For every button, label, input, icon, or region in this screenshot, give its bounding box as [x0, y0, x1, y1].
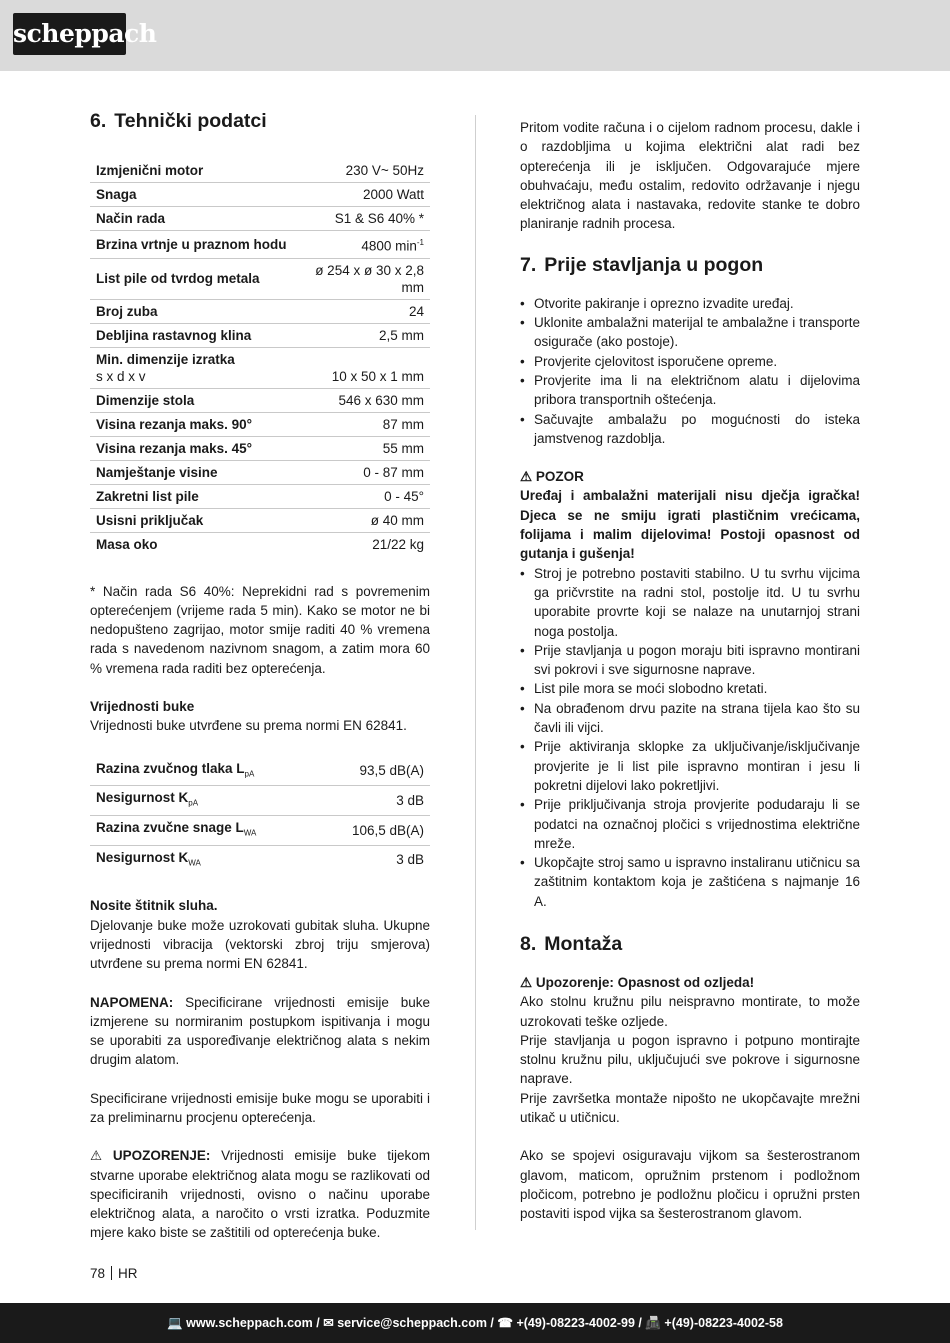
spec-row [90, 460, 430, 484]
note-paragraph [90, 993, 430, 1070]
spec-label: List pile od tvrdog metala [90, 258, 294, 299]
spec-label: Dimenzije stola [90, 388, 294, 412]
list-item: • Provjerite cjelovitost isporučene opreme. [520, 352, 860, 371]
noise-label-sub: pA [188, 798, 199, 808]
spec-label: Visina rezanja maks. 90° [90, 412, 294, 436]
warning-triangle-icon: ⚠ [90, 1148, 103, 1164]
section-title: Montaža [544, 932, 623, 955]
caution-label: POZOR [535, 469, 584, 485]
header-bar [0, 0, 950, 71]
mounting-p2: Prije stavljanja u pogon ispravno i potpuno montirajte stolnu kružnu pilu, uključujući sve pokrove i sigurnosne naprave. [520, 1032, 860, 1087]
noise-label-text: Razina zvučnog tlaka L [96, 760, 245, 776]
caution-heading [520, 467, 860, 486]
spec-row [90, 159, 430, 183]
spec-value [294, 460, 430, 484]
noise-intro: Vrijednosti buke utvrđene su prema normi EN 62841. [90, 718, 407, 734]
section-number: 7. [520, 253, 537, 276]
fax-number: +(49)-08223-4002-58 [664, 1316, 783, 1330]
phone-number: +(49)-08223-4002-99 [516, 1316, 635, 1330]
footnote: * Način rada S6 40%: Neprekidni rad s povremenim opterećenjem (vrijeme rada 5 min). Kako se motor ne bi nedopušteno zagrijao, motor smije raditi 40 % vremena rada s navedenom nazivnom snagom, a zatim mora 60 % vremena rada raditi bez opterećenja. [90, 583, 430, 676]
spec-value-text: 0 - 87 mm [363, 464, 424, 480]
spec-value-text: 0 - 45° [384, 488, 424, 504]
spec-value-text: 87 mm [382, 416, 424, 432]
contact-bar: 💻 www.scheppach.com / ✉ service@scheppach.com / ☎ +(49)-08223-4002-99 / 📠 +(49)-08223-4002-58 [0, 1303, 950, 1343]
spec-label-line1: Min. dimenzije izratka [96, 351, 235, 367]
section-number: 6. [90, 110, 107, 132]
spec-value [294, 436, 430, 460]
noise-row [90, 757, 430, 786]
page-number: 78 [90, 1266, 106, 1281]
note-text: Specificirane vrijednosti emisije buke izmjerene su normiranim postupkom ispitivanja i mogu se uporabiti za uspoređivanje električnog alata s nekim drugim alatom. [90, 994, 430, 1068]
list-item: • Prije stavljanja u pogon moraju biti ispravno montirani svi pokrovi i sve sigurnosne naprave. [520, 641, 860, 680]
note-label: NAPOMENA: [90, 994, 174, 1010]
computer-icon: 💻 [167, 1316, 183, 1330]
fax-icon: 📠 [645, 1316, 661, 1330]
hearing-text: Djelovanje buke može uzrokovati gubitak sluha. Ukupne vrijednosti vibracija (vektorski zbroj triju smjerova) utvrđene su prema normi EN 62841. [90, 917, 430, 972]
warning-triangle-icon: ⚠ [520, 469, 533, 485]
mail-icon: ✉ [323, 1316, 334, 1330]
spec-label: Izmjenični motor [90, 159, 294, 183]
noise-label [90, 815, 321, 845]
spec-label: Namještanje visine [90, 460, 294, 484]
left-column [90, 110, 430, 1243]
list-item: • List pile mora se moći slobodno kretati. [520, 679, 860, 698]
setup-list [520, 564, 860, 911]
list-item: • Na obrađenom drvu pazite na strana tijela kao što su čavli ili vijci. [520, 699, 860, 738]
caution-text: Uređaj i ambalažni materijali nisu dječja igračka! Djeca se ne smiju igrati plastičnim vrećicama, folijama i malim dijelovima! Postoji opasnost od gutanja i gušenja! [520, 488, 860, 562]
spec-label: Masa oko [96, 536, 158, 552]
list-item: • Ukopčajte stroj samo u ispravno instaliranu utičnicu sa zaštitnim kontaktom koja je zaštićena s najmanje 16 A. [520, 853, 860, 911]
noise-label [90, 845, 321, 874]
section-6-heading [90, 110, 430, 133]
spec-value [294, 532, 430, 556]
mounting-p1: Ako stolnu kružnu pilu neispravno montirate, to može uzrokovati teške ozljede. [520, 994, 860, 1029]
spec-value-text: 2000 Watt [362, 187, 424, 202]
language-code: HR [118, 1266, 138, 1281]
noise-row [90, 786, 430, 816]
paragraph-preliminary: Specificirane vrijednosti emisije buke mogu se uporabiti i za preliminarnu procjenu opterećenja. [90, 1090, 430, 1125]
website-link[interactable]: www.scheppach.com [186, 1316, 313, 1330]
warning-paragraph [90, 1146, 430, 1242]
spec-row [90, 299, 430, 323]
spec-value-text: 4800 min [361, 238, 417, 254]
spec-value [294, 323, 430, 347]
noise-label-sub: WA [188, 858, 201, 868]
noise-label-text: Razina zvučne snage L [96, 819, 244, 835]
spec-row [90, 323, 430, 347]
section-title: Prije stavljanja u pogon [544, 253, 764, 276]
spec-label: Snaga [90, 183, 294, 207]
phone-icon: ☎ [497, 1316, 513, 1330]
spec-value-text: 55 mm [382, 440, 424, 456]
warning-triangle-icon: ⚠ [520, 974, 533, 990]
list-item: • Otvorite pakiranje i oprezno izvadite uređaj. [520, 294, 860, 313]
noise-table [90, 757, 430, 875]
spec-label: Brzina vrtnje u praznom hodu [90, 231, 294, 259]
noise-heading: Vrijednosti buke [90, 698, 195, 714]
spec-value-text: 24 [408, 303, 424, 319]
spec-value [294, 412, 430, 436]
spec-value [294, 484, 430, 508]
list-item: • Uklonite ambalažni materijal te ambalažne i transporte osigurače (ako postoje). [520, 313, 860, 352]
spec-value-text: 230 V~ 50Hz [345, 163, 424, 178]
list-item: • Prije priključivanja stroja provjerite podudaraju li se podatci na označnoj pločici s vrijednostima električne mreže. [520, 795, 860, 853]
list-item: • Prije aktiviranja sklopke za uključivanje/isključivanje provjerite je li list pile ispravno montiran i jesu li pokretni dijelovi lako pokretljivi. [520, 737, 860, 795]
spec-row [90, 183, 430, 207]
noise-row [90, 845, 430, 874]
spec-value [294, 207, 430, 231]
noise-value: 3 dB [396, 852, 424, 868]
mounting-warning-label: Upozorenje: Opasnost od ozljeda! [535, 974, 755, 990]
spec-label: Usisni priključak [90, 508, 294, 532]
spec-label: Visina rezanja maks. 45° [90, 436, 294, 460]
spec-label: Način rada [90, 207, 294, 231]
list-item: • Stroj je potrebno postaviti stabilno. U tu svrhu vijcima ga pričvrstite na radni stol, postolje itd. U tu svrhu uporabite provrte koji se nalaze na unutarnjoj strani noga postolja. [520, 564, 860, 641]
spec-label [90, 347, 294, 388]
separator [111, 1266, 112, 1280]
warning-label: UPOZORENJE: [112, 1148, 211, 1164]
spec-value [294, 388, 430, 412]
spec-value [294, 508, 430, 532]
tech-spec-table [90, 159, 430, 556]
spec-label-line2: s x d x v [96, 368, 146, 384]
mounting-warning [520, 973, 860, 992]
spec-value [294, 159, 430, 183]
spec-row [90, 436, 430, 460]
spec-row [90, 388, 430, 412]
email-link[interactable]: service@scheppach.com [337, 1316, 487, 1330]
noise-label-sub: WA [243, 828, 257, 838]
spec-row [90, 207, 430, 231]
noise-label-sub: pA [244, 769, 255, 779]
noise-value: 3 dB [321, 786, 430, 816]
spec-value-text: 546 x 630 mm [338, 392, 424, 408]
warning-text: Vrijednosti emisije buke tijekom stvarne uporabe električnog alata mogu se razlikovati od specificiranih vrijednosti, ovisno o načinu uporabe električnog alata, a naročito o vrsti izratka. Poduzmite mjere kako biste se zaštitili od opterećenja buke. [90, 1148, 430, 1241]
spec-value-text: S1 & S6 40% * [334, 211, 424, 226]
spec-row [90, 508, 430, 532]
spec-value-text: 10 x 50 x 1 mm [331, 368, 424, 384]
spec-row [90, 258, 430, 299]
column-divider [475, 115, 476, 1230]
spec-row [90, 484, 430, 508]
right-column [520, 118, 860, 1224]
mounting-p3: Prije završetka montaže nipošto ne ukopčavajte mrežni utikač u utičnicu. [520, 1090, 860, 1126]
hearing-heading: Nosite štitnik sluha. [90, 898, 218, 914]
noise-value: 93,5 dB(A) [321, 757, 430, 786]
list-item: • Provjerite ima li na električnom alatu i dijelovima pribora transportnih oštećenja. [520, 371, 860, 410]
spec-row [90, 532, 430, 556]
spec-value [294, 231, 430, 259]
noise-label-text: Nesigurnost K [96, 790, 189, 806]
spec-value [294, 347, 430, 388]
scheppach-logo: scheppach [13, 13, 126, 55]
spec-label: Debljina rastavnog klina [90, 323, 294, 347]
right-intro: Pritom vodite računa i o cijelom radnom procesu, dakle i o razdobljima u kojima električni alat radi bez opterećenja ili je isključen. Odgovarajuće mjere obuhvaćaju, među ostalim, redovito održavanje i njegu električnog alata i nastavaka, redovite stanke te dobro planiranje radnih procesa. [520, 120, 860, 232]
spec-value-text: ø 40 mm [370, 512, 424, 528]
spec-value [294, 183, 430, 207]
preparation-list [520, 294, 860, 448]
spec-row [90, 231, 430, 259]
page-number-label [90, 1266, 138, 1281]
spec-value-text: 2,5 mm [378, 327, 424, 343]
mounting-p4: Ako se spojevi osiguravaju vijkom sa šesterostranom glavom, maticom, opružnim prstenom i podložnom pločicom, potrebno je podložnu pločicu i opružni prsten postaviti ispod vijka sa šesterostranom glavom. [520, 1148, 860, 1222]
spec-label: Zakretni list pile [90, 484, 294, 508]
section-8-heading [520, 933, 860, 956]
list-item: • Sačuvajte ambalažu po mogućnosti do isteka jamstvenog razdoblja. [520, 410, 860, 449]
section-number: 8. [520, 932, 537, 955]
spec-value [294, 258, 430, 299]
noise-label [90, 757, 321, 786]
spec-value-text: 21/22 kg [372, 536, 424, 552]
noise-label [90, 786, 321, 816]
spec-row [90, 347, 430, 388]
spec-value [294, 299, 430, 323]
spec-value-sup: -1 [416, 238, 424, 247]
spec-row [90, 412, 430, 436]
spec-value-text: ø 254 x ø 30 x 2,8 mm [315, 262, 424, 295]
spec-label: Broj zuba [90, 299, 294, 323]
noise-label-text: Nesigurnost K [96, 849, 189, 865]
noise-value: 106,5 dB(A) [321, 815, 430, 845]
section-7-heading [520, 254, 860, 277]
section-title: Tehnički podatci [114, 110, 267, 132]
noise-row [90, 815, 430, 845]
